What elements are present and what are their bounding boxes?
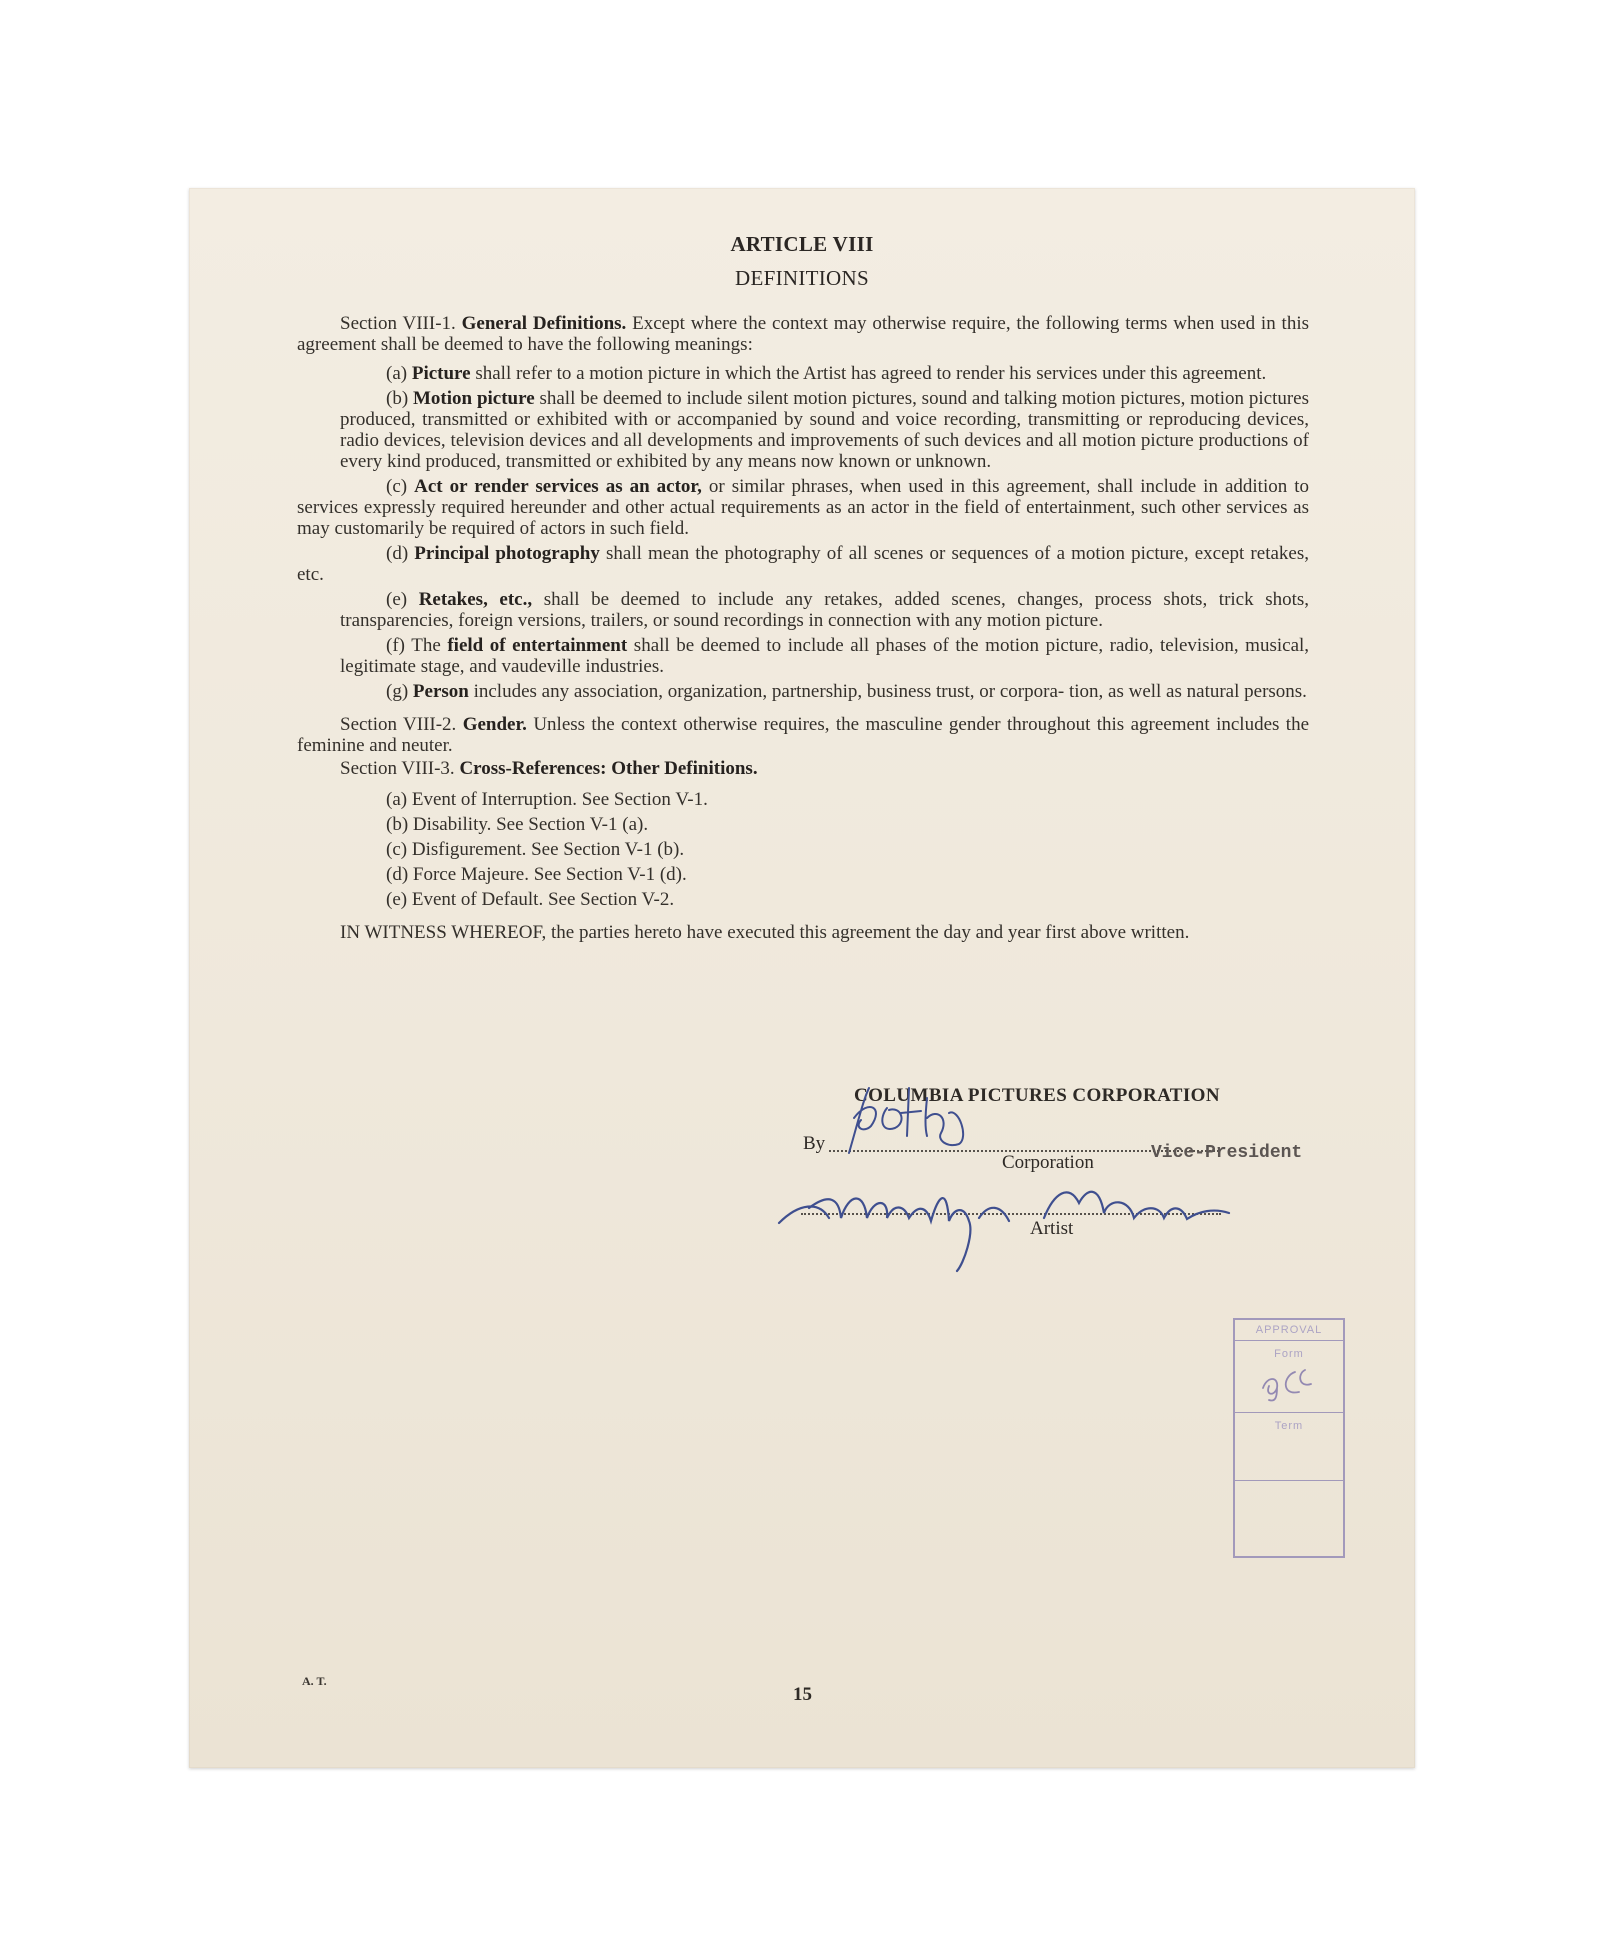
section-cross-references: Section VIII-3. Cross-References: Other Definitions. — [340, 758, 758, 779]
cross-reference-item: (e) Event of Default. See Section V-2. — [386, 889, 675, 910]
approval-stamp-term-label: Term — [1274, 1420, 1304, 1432]
artist-signature — [769, 1163, 1249, 1273]
definition-item: (b) Motion picture shall be deemed to include silent motion pictures, sound and talking motion pictures, motion pictures produced, transmitted or exhibited with or accompanied by sound and voice recording, transmitting or reproducing devices, radio devices, television devices and all developments and improvements of such devices and all motion picture productions of every kind produced, transmitted or exhibited by any means now known or unknown. — [340, 388, 1309, 472]
definition-item: (f) The field of entertainment shall be deemed to include all phases of the motion picture, radio, television, musical, legitimate stage, and vaudeville industries. — [340, 635, 1310, 677]
artist-label: Artist — [1030, 1218, 1074, 1239]
definition-item: (g) Person includes any association, organization, partnership, business trust, or corpora- tion, as well as natural persons. — [386, 681, 1307, 702]
section-number: Section VIII-1. — [340, 313, 456, 334]
definition-item: (e) Retakes, etc., shall be deemed to include any retakes, added scenes, changes, process shots, trick shots, transparencies, foreign versions, trailers, or sound recordings in connection with any motion picture. — [340, 589, 1310, 631]
section-heading: General Definitions. — [461, 313, 627, 334]
definition-item: (c) Act or render services as an actor, or similar phrases, when used in this agreement, shall include in addition to services expressly required hereunder and other actual requirements as an actor in the field of entertainment, such other services as may customarily be required of actors in such field. — [297, 476, 1310, 539]
definition-item: (d) Principal photography shall mean the photography of all scenes or sequences of a motion picture, except retakes, etc. — [297, 543, 1309, 585]
corporation-label: Corporation — [1002, 1152, 1094, 1173]
approval-stamp-form-label: Form — [1274, 1348, 1304, 1360]
corporation-signature — [809, 1078, 989, 1168]
section-gender: Section VIII-2. Gender. Unless the context otherwise requires, the masculine gender throughout this agreement includes the feminine and neuter. — [297, 714, 1309, 756]
article-subtitle: DEFINITIONS — [735, 266, 869, 290]
witness-clause: IN WITNESS WHEREOF, the parties hereto have executed this agreement the day and year first above written. — [340, 922, 1190, 943]
definition-item: (a) Picture shall refer to a motion picture in which the Artist has agreed to render his services under this agreement. — [386, 363, 1267, 384]
article-title: ARTICLE VIII — [730, 232, 874, 256]
cross-reference-item: (a) Event of Interruption. See Section V-1. — [386, 789, 708, 810]
approval-stamp — [1233, 1318, 1345, 1558]
section-general-definitions — [297, 313, 1309, 943]
section-intro: Except where the context may otherwise require, the following terms when used in this agreement shall be deemed to have the following meanings: — [297, 313, 1309, 355]
vice-president-stamp: Vice-President — [1151, 1143, 1303, 1163]
by-label: By — [803, 1133, 826, 1154]
contract-page — [189, 188, 1415, 1768]
page-number: 15 — [793, 1684, 812, 1705]
company-name: COLUMBIA PICTURES CORPORATION — [854, 1085, 1220, 1106]
cross-reference-item: (d) Force Majeure. See Section V-1 (d). — [386, 864, 687, 885]
approval-stamp-title: APPROVAL — [1255, 1324, 1323, 1336]
cross-reference-item: (c) Disfigurement. See Section V-1 (b). — [386, 839, 685, 860]
footer-initials: A. T. — [302, 1674, 327, 1688]
approval-initials — [1255, 1362, 1325, 1402]
cross-reference-item: (b) Disability. See Section V-1 (a). — [386, 814, 649, 835]
